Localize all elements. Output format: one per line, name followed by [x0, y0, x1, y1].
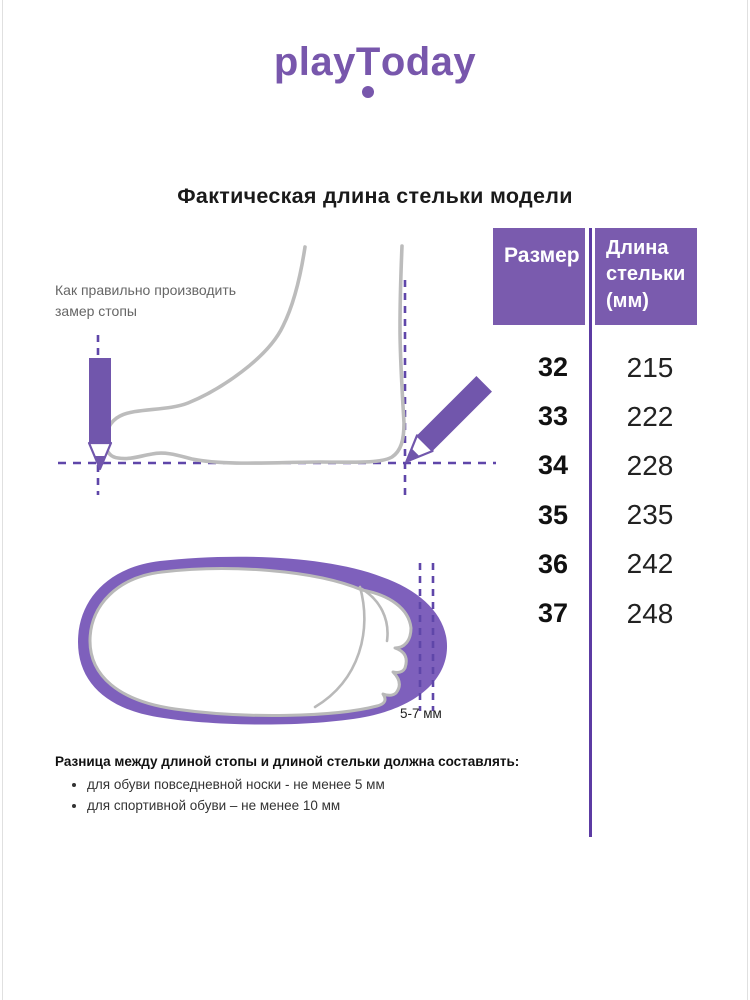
- size-cell: 37: [537, 598, 568, 629]
- pencil-left-icon: [89, 358, 111, 469]
- gap-size-label: 5-7 мм: [400, 706, 442, 721]
- logo-dot-icon: [362, 86, 374, 98]
- foot-outline: [106, 246, 404, 463]
- table-row: [440, 441, 710, 490]
- table-row: [440, 540, 710, 589]
- right-border-line: [747, 0, 748, 1000]
- logo-text-oday: oday: [380, 40, 477, 84]
- left-border-line: [2, 0, 3, 1000]
- table-header-length: Длина стельки (мм): [595, 228, 697, 325]
- note-item: • для спортивной обуви – не менее 10 мм: [87, 796, 535, 817]
- length-cell: 235: [626, 499, 674, 531]
- measure-hint-text: Как правильно производить замер стопы: [55, 282, 237, 319]
- brand-logo: [0, 42, 750, 82]
- note-list: [55, 775, 535, 817]
- length-cell: 242: [626, 548, 674, 580]
- length-cell: 248: [626, 597, 674, 629]
- length-cell: 215: [626, 351, 674, 383]
- table-header-size: Размер: [493, 228, 585, 325]
- note-item: • для обуви повседневной носки - не менее 5 мм: [87, 775, 535, 796]
- length-cell: 228: [626, 449, 674, 481]
- logo-text-play: play: [273, 40, 356, 84]
- size-cell: 36: [537, 548, 568, 579]
- size-table-rows: [440, 343, 710, 638]
- page-title: Фактическая длина стельки модели: [177, 184, 573, 208]
- size-cell: 35: [537, 499, 568, 530]
- table-row: [440, 343, 710, 392]
- logo-text-t: T: [356, 42, 381, 82]
- size-cell: 34: [537, 450, 568, 481]
- length-cell: 222: [626, 400, 674, 432]
- note-block: [55, 754, 535, 817]
- table-row: [440, 589, 710, 638]
- foot-measure-diagram: [40, 218, 500, 508]
- size-cell: 32: [537, 352, 568, 383]
- size-cell: 33: [537, 401, 568, 432]
- table-row: [440, 392, 710, 441]
- table-row: [440, 491, 710, 540]
- note-heading: Разница между длиной стопы и длиной стельки должна составлять:: [55, 754, 520, 769]
